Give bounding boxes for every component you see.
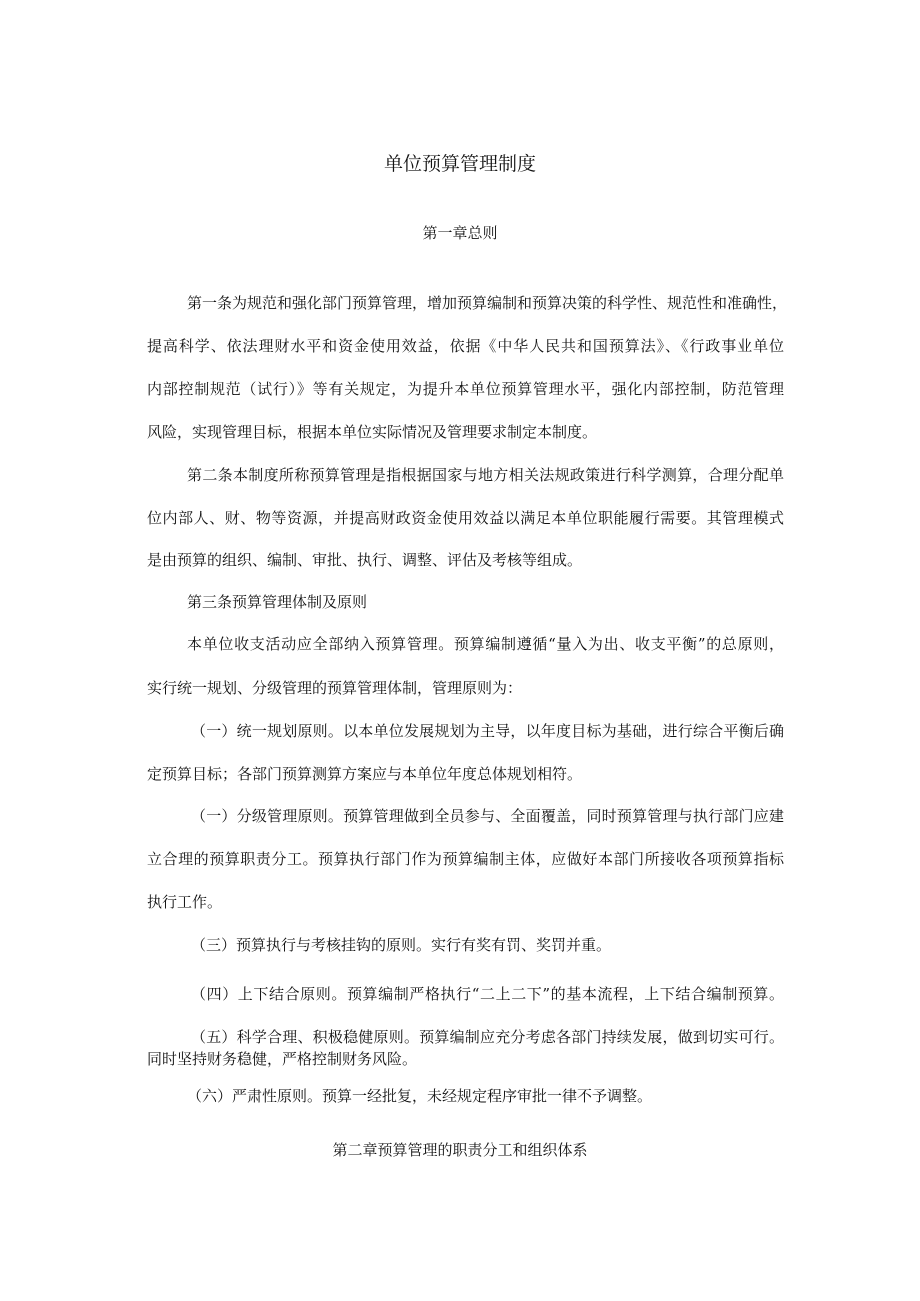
- article-3-intro-line: 本单位收支活动应全部纳入预算管理。预算编制遵循“量入为出、收支平衡”的总原则，: [187, 635, 784, 653]
- article-2-line: 第二条本制度所称预算管理是指根据国家与地方相关法规政策进行科学测算，合理分配单: [187, 466, 784, 484]
- article-1-line: 第一条为规范和强化部门预算管理，增加预算编制和预算决策的科学性、规范性和准确性，: [187, 294, 788, 312]
- principle-5-line: 同时坚持财务稳健，严格控制财务风险。: [147, 1050, 418, 1068]
- article-1-line: 风险，实现管理目标，根据本单位实际情况及管理要求制定本制度。: [147, 423, 598, 441]
- article-3-intro-line: 实行统一规划、分级管理的预算管理体制，管理原则为：: [147, 679, 523, 697]
- article-1-line: 内部控制规范（试行）》等有关规定，为提升本单位预算管理水平，强化内部控制，防范管理: [147, 380, 784, 398]
- article-3-heading: 第三条预算管理体制及原则: [187, 593, 368, 611]
- principle-4-line: （四）上下结合原则。预算编制严格执行“二上二下”的基本流程，上下结合编制预算。: [191, 985, 784, 1003]
- principle-1-line: 定预算目标；各部门预算测算方案应与本单位年度总体规划相符。: [147, 765, 583, 783]
- article-1-line: 提高科学、依法理财水平和资金使用效益，依据《中华人民共和国预算法》、《行政事业单位: [147, 337, 784, 355]
- principle-2-line: 立合理的预算职责分工。预算执行部门作为预算编制主体，应做好本部门所接收各项预算指标: [147, 850, 784, 868]
- principle-5-line: （五）科学合理、积极稳健原则。预算编制应充分考虑各部门持续发展，做到切实可行。: [191, 1028, 784, 1046]
- article-2-line: 是由预算的组织、编制、审批、执行、调整、评估及考核等组成。: [147, 551, 583, 569]
- principle-2-line: （一）分级管理原则。预算管理做到全员参与、全面覆盖，同时预算管理与执行部门应建: [191, 807, 784, 825]
- principle-2-line: 执行工作。: [147, 893, 223, 911]
- principle-1-line: （一）统一规划原则。以本单位发展规划为主导，以年度目标为基础，进行综合平衡后确: [191, 722, 784, 740]
- principle-6-line: （六）严肃性原则。预算一经批复，未经规定程序审批一律不予调整。: [187, 1087, 653, 1105]
- article-2-line: 位内部人、财、物等资源，并提高财政资金使用效益以满足本单位职能履行需要。其管理模式: [147, 509, 784, 527]
- chapter-heading: 第一章总则: [422, 224, 498, 242]
- principle-3-line: （三）预算执行与考核挂钩的原则。实行有奖有罚、奖罚并重。: [191, 936, 612, 954]
- chapter-heading: 第二章预算管理的职责分工和组织体系: [332, 1141, 588, 1159]
- document-title: 单位预算管理制度: [383, 153, 536, 175]
